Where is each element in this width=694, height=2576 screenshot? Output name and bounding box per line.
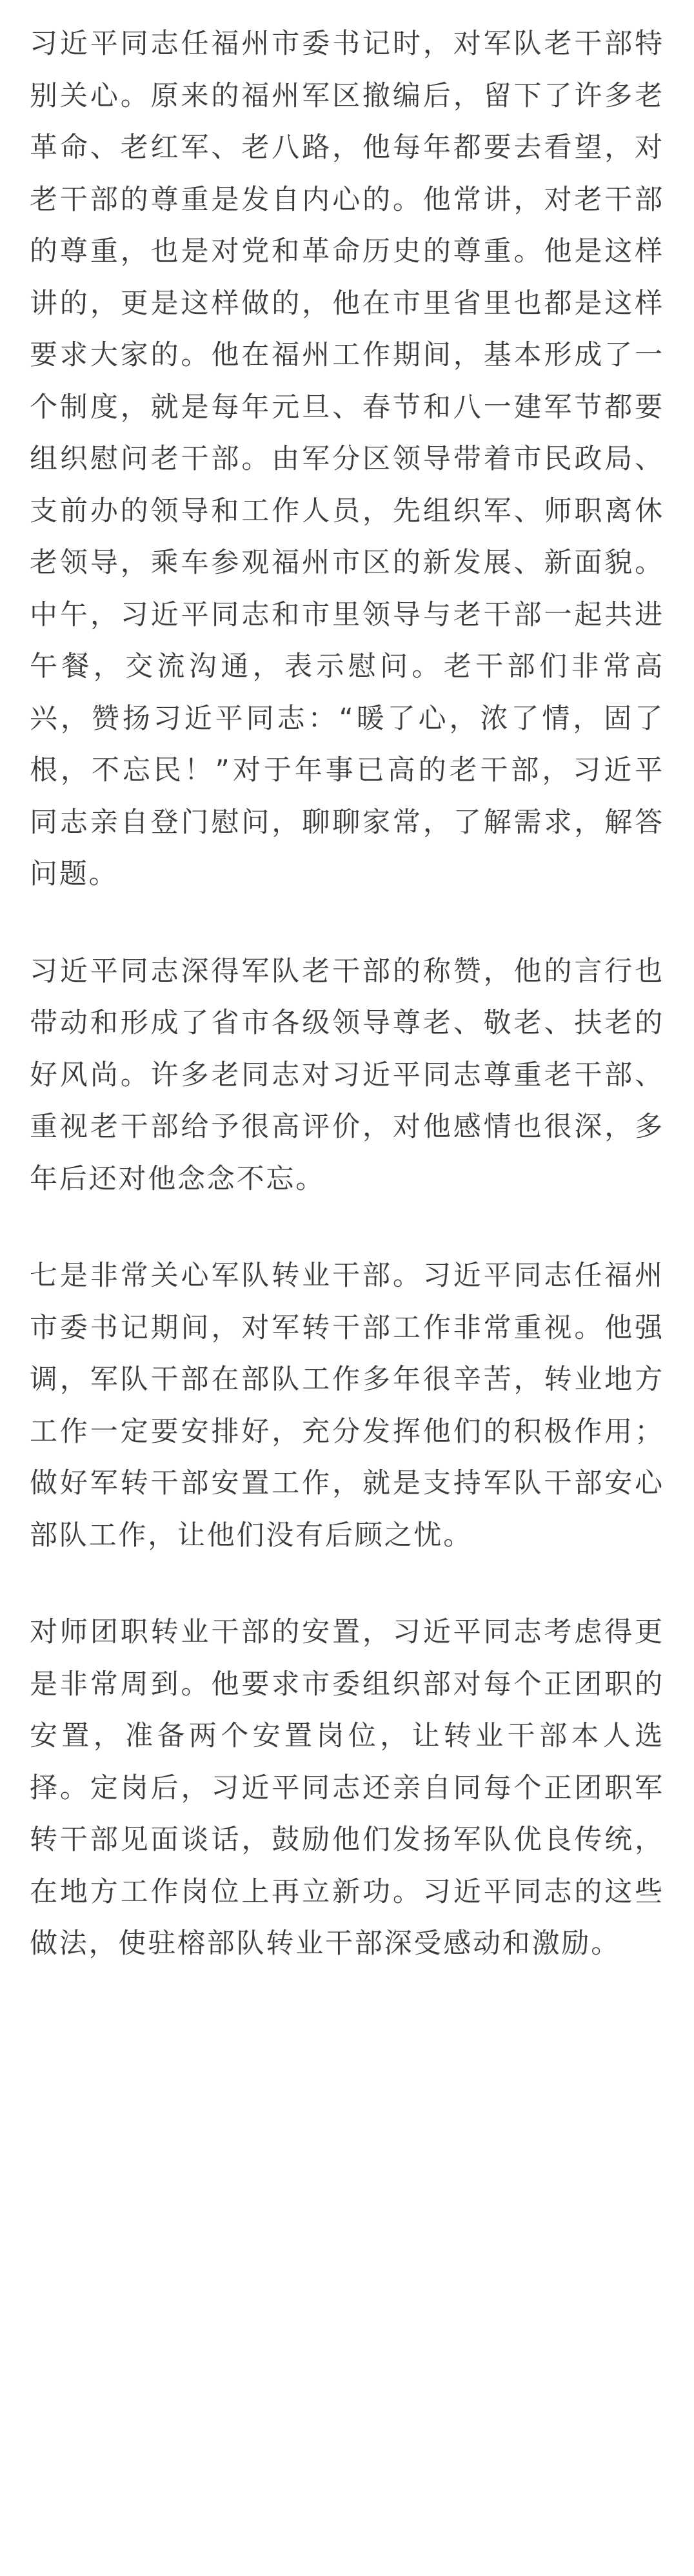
article-paragraph-4: 对师团职转业干部的安置，习近平同志考虑得更是非常周到。他要求市委组织部对每个正团职的安置，准备两个安置岗位，让转业干部本人选择。定岗后，习近平同志还亲自同每个正团职军转干部见面谈话，鼓励他们发扬军队优良传统，在地方工作岗位上再立新功。习近平同志的这些做法，使驻榕部队转业干部深受感动和激励。 [30,1616,664,1960]
article-body [30,18,664,1970]
article-paragraph-2: 习近平同志深得军队老干部的称赞，他的言行也带动和形成了省市各级领导尊老、敬老、扶老的好风尚。许多老同志对习近平同志尊重老干部、重视老干部给予很高评价，对他感情也很深，多年后还对他念念不忘。 [30,955,664,1195]
article-paragraph-1: 习近平同志任福州市委书记时，对军队老干部特别关心。原来的福州军区撤编后，留下了许多老革命、老红军、老八路，他每年都要去看望，对老干部的尊重是发自内心的。他常讲，对老干部的尊重，也是对党和革命历史的尊重。他是这样讲的，更是这样做的，他在市里省里也都是这样要求大家的。他在福州工作期间，基本形成了一个制度，就是每年元旦、春节和八一建军节都要组织慰问老干部。由军分区领导带着市民政局、支前办的领导和工作人员，先组织军、师职离休老领导，乘车参观福州市区的新发展、新面貌。中午，习近平同志和市里领导与老干部一起共进午餐，交流沟通，表示慰问。老干部们非常高兴，赞扬习近平同志：“暖了心，浓了情，固了根，不忘民！”对于年事已高的老干部，习近平同志亲自登门慰问，聊聊家常，了解需求，解答问题。 [30,28,664,890]
article-paragraph-3: 七是非常关心军队转业干部。习近平同志任福州市委书记期间，对军转干部工作非常重视。他强调，军队干部在部队工作多年很辛苦，转业地方工作一定要安排好，充分发挥他们的积极作用；做好军转干部安置工作，就是支持军队干部安心部队工作，让他们没有后顾之忧。 [30,1260,664,1552]
